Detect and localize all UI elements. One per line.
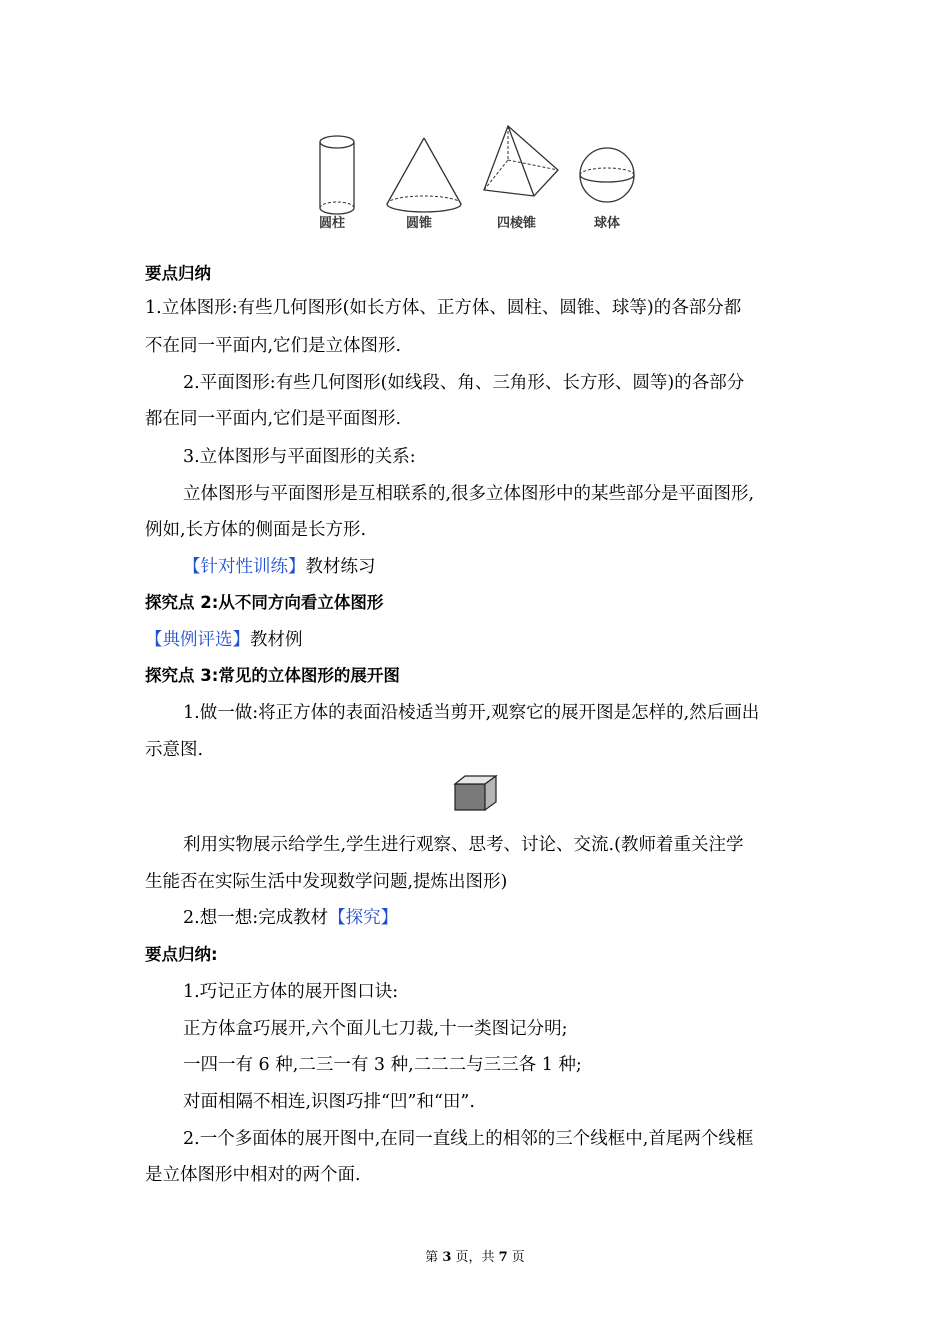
cylinder-icon	[316, 134, 358, 220]
demo-line1: 利用实物展示给学生,学生进行观察、思考、讨论、交流.(教师着重关注学	[183, 835, 744, 855]
example-text: 教材例	[250, 630, 303, 650]
solid-figure-def-line1: 1.立体图形:有些几何图形(如长方体、正方体、圆柱、圆锥、球等)的各部分都	[145, 298, 742, 318]
footer-middle: 页，共	[451, 1250, 499, 1265]
think-line	[183, 906, 398, 930]
cube-icon	[453, 774, 499, 812]
relation-text-line1: 立体图形与平面图形是互相联系的,很多立体图形中的某些部分是平面图形,	[183, 484, 755, 504]
sphere-icon	[578, 146, 636, 204]
page-footer	[0, 1246, 950, 1265]
footer-prefix: 第	[425, 1250, 443, 1265]
label-cylinder: 圆柱	[319, 216, 346, 231]
do-it-line1: 1.做一做:将正方体的表面沿棱适当剪开,观察它的展开图是怎样的,然后画出	[183, 703, 760, 723]
heading-explore-2: 探究点 2:从不同方向看立体图形	[145, 593, 384, 612]
relation-text-line2: 例如,长方体的侧面是长方形.	[145, 520, 367, 540]
solids-figure	[300, 120, 650, 235]
pyramid-icon	[482, 124, 560, 198]
rhyme-line2: 一四一有 6 种,二三一有 3 种,二二二与三三各 1 种;	[183, 1055, 582, 1075]
relation-heading: 3.立体图形与平面图形的关系:	[183, 447, 416, 467]
rhyme-heading: 1.巧记正方体的展开图口诀:	[183, 982, 399, 1002]
rhyme-line3: 对面相隔不相连,识图巧排“凹”和“田”.	[183, 1092, 475, 1112]
footer-page-number: 3	[442, 1250, 452, 1265]
example-line	[145, 628, 303, 652]
polyhedron-rule-line2: 是立体图形中相对的两个面.	[145, 1165, 361, 1185]
think-text: 2.想一想:完成教材	[183, 908, 329, 928]
footer-suffix: 页	[507, 1250, 525, 1265]
training-tag: 【针对性训练】	[183, 557, 306, 577]
label-pyramid: 四棱锥	[497, 216, 537, 231]
footer-total-pages: 7	[498, 1250, 508, 1265]
rhyme-line1: 正方体盒巧展开,六个面儿七刀裁,十一类图记分明;	[183, 1019, 568, 1039]
heading-explore-3: 探究点 3:常见的立体图形的展开图	[145, 666, 400, 685]
solid-figure-def-line2: 不在同一平面内,它们是立体图形.	[145, 336, 402, 356]
demo-line2: 生能否在实际生活中发现数学问题,提炼出图形)	[145, 872, 508, 892]
do-it-line2: 示意图.	[145, 740, 204, 760]
think-tag: 【探究】	[328, 908, 399, 928]
example-tag: 【典例评选】	[145, 630, 250, 650]
plane-figure-def-line1: 2.平面图形:有些几何图形(如线段、角、三角形、长方形、圆等)的各部分	[183, 373, 745, 393]
label-sphere: 球体	[594, 216, 621, 231]
heading-key-points: 要点归纳	[145, 264, 211, 283]
training-text: 教材练习	[305, 557, 376, 577]
polyhedron-rule-line1: 2.一个多面体的展开图中,在同一直线上的相邻的三个线框中,首尾两个线框	[183, 1129, 754, 1149]
heading-key-points-2: 要点归纳:	[145, 945, 218, 964]
cone-icon	[384, 134, 464, 220]
label-cone: 圆锥	[406, 216, 433, 231]
training-line	[183, 555, 376, 579]
plane-figure-def-line2: 都在同一平面内,它们是平面图形.	[145, 409, 402, 429]
